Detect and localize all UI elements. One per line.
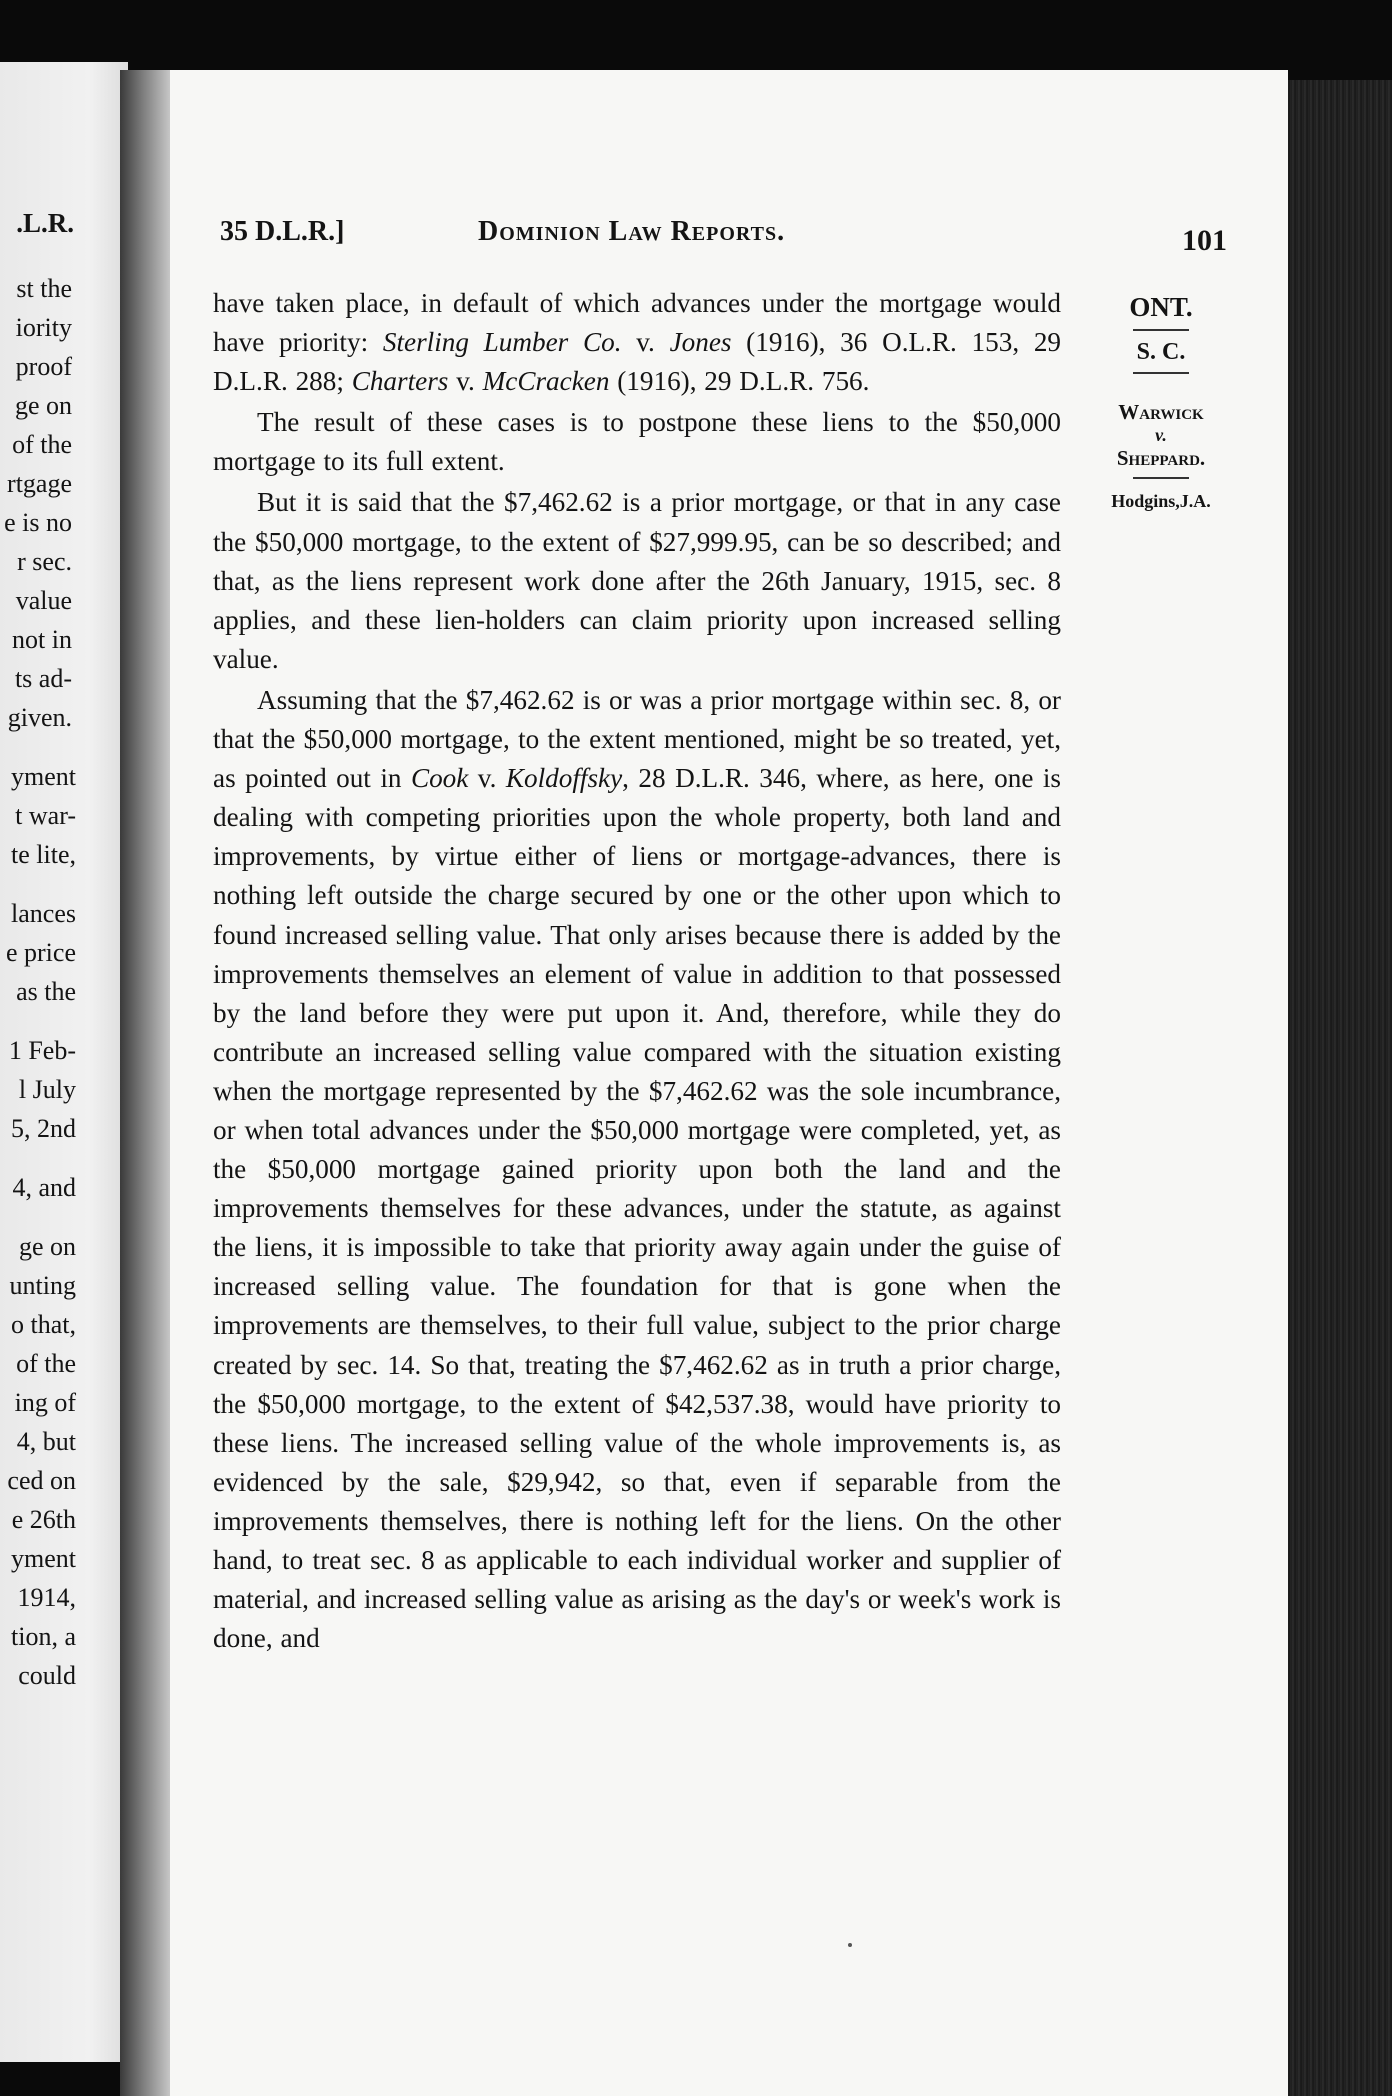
facing-page-fragment: value [15,586,72,615]
margin-court: S. C. [1136,339,1186,365]
margin-province: ONT. [1129,292,1193,322]
paragraph [213,483,1061,678]
paragraph [213,403,1061,481]
case-name: Cook [410,763,469,794]
text-run: v. [621,327,670,358]
case-name: Jones [669,327,732,358]
margin-rule [1133,329,1189,331]
facing-page-fragment: r sec. [17,547,72,576]
facing-page-fragment: st the [16,274,72,303]
case-name: Koldoffsky [505,763,623,794]
text-run: (1916), 29 D.L.R. 756. [609,366,870,397]
body-text [213,284,1061,1658]
text-run: v. [448,366,483,397]
margin-note [1086,292,1236,512]
facing-page-fragment: ced on [7,1466,76,1495]
book-page-edges [1285,80,1392,2096]
facing-page-fragment: 1 Feb- [8,1036,76,1065]
text-run: , 28 D.L.R. 346, where, as here, one is dealing with competing priorities upon the whole property, both land and improvements, by virtue either of liens or mortgage-advances, there is nothing left outside the charge secured by one or the other upon which to found increased selling value. That only arises because there is added by the improvements themselves an element of value in addition to that possessed by the land before they were put upon it. And, therefore, while they do contribute an increased selling value compared with the situation existing when the mortgage represented by the $7,462.62 was the sole incumbrance, or when total advances under the $50,000 mortgage were completed, yet, as the $50,000 mortgage gained priority upon both the land and the improvements themselves for these advances, under the statute, as against the liens, it is impossible to take that priority away again under the guise of increased selling value. The foundation for that is gone when the improvements are themselves, to their full value, subject to the prior charge created by sec. 14. So that, treating the $7,462.62 as in truth a prior charge, the $50,000 mortgage, to the extent of $42,537.38, would have priority to these liens. The increased selling value of the whole improvements is, as evidenced by the sale, $29,942, so that, even if separable from the improvements themselves, there is nothing left for the liens. On the other hand, to treat sec. 8 as applicable to each individual worker and supplier of material, and increased selling value as arising as the day's or week's work is done, and [213,763,1062,1654]
text-run: (1916), 36 O.L.R. 153, 29 D.L.R. 288; [213,327,1062,397]
facing-page-fragment: 1914, [17,1583,76,1612]
facing-page-fragment: rtgage [7,469,72,498]
facing-page-fragment: yment [11,1544,76,1573]
facing-page-fragment: proof [15,352,72,381]
facing-page-fragment: given. [7,703,72,732]
facing-page-fragment: of the [12,430,72,459]
facing-page-running-head: .L.R. [16,208,74,238]
text-run: Assuming that the $7,462.62 is or was a prior mortgage within sec. 8, or that the $50,000 mortgage, to the extent mentioned, might be so treated, yet, as pointed out in [213,684,1061,794]
facing-page-fragment: ing of [14,1388,76,1417]
margin-party-defendant: Sheppard. [1116,446,1206,470]
facing-page-fragment: of the [16,1349,76,1378]
facing-page-fragment: yment [11,762,76,791]
facing-page-fragment: e is no [4,508,72,537]
margin-party-plaintiff: Warwick [1118,400,1204,424]
facing-page-fragment: could [18,1661,76,1690]
facing-page-fragment: not in [12,625,72,654]
facing-page-fragment: lances [11,899,76,928]
facing-page-fragment: as the [16,977,76,1006]
facing-page-fragment: t war- [15,801,76,830]
facing-page-fragment: 4, and [12,1173,76,1202]
paragraph [213,284,1061,401]
facing-page-left [0,62,128,2062]
facing-page-fragment: 5, 2nd [11,1114,76,1143]
facing-page-fragment: te lite, [11,840,76,869]
facing-page-fragment: iority [15,313,72,342]
text-run: have taken place, in default of which advances under the mortgage would have priority: [213,288,1061,358]
facing-page-fragment: tion, a [11,1622,76,1651]
facing-page-fragment: l July [18,1075,76,1104]
case-name: McCracken [482,366,610,397]
case-name: Sterling Lumber Co. [382,327,622,358]
margin-rule [1133,477,1189,479]
margin-versus: v. [1155,425,1167,445]
running-head-title: Dominion Law Reports. [478,216,786,247]
facing-page-fragment: ge on [14,391,72,420]
facing-page-fragment: ge on [18,1232,76,1261]
facing-page-fragment: o that, [11,1310,76,1339]
facing-page-fragment: e 26th [11,1505,76,1534]
margin-judge: Hodgins,J.A. [1111,491,1211,511]
facing-page-fragment: 4, but [16,1427,76,1456]
paragraph [213,681,1061,1658]
dust-speck [848,1943,852,1947]
facing-page-fragment: unting [9,1271,76,1300]
case-name: Charters [351,366,449,397]
text-run: The result of these cases is to postpone these liens to the $50,000 mortgage to its full extent. [213,407,1061,477]
margin-rule [1133,372,1189,374]
facing-page-fragment: ts ad- [14,664,72,693]
text-run: But it is said that the $7,462.62 is a prior mortgage, or that in any case the $50,000 mortgage, to the extent of $27,999.95, can be so described; and that, as the liens represent work done after the 26th January, 1915, sec. 8 applies, and these lien-holders can claim priority upon increased selling value. [213,487,1061,674]
running-head-volume: 35 D.L.R.] [220,216,345,247]
facing-page-fragment: e price [5,938,76,967]
page-number: 101 [1182,224,1227,257]
text-run: v. [468,763,506,794]
